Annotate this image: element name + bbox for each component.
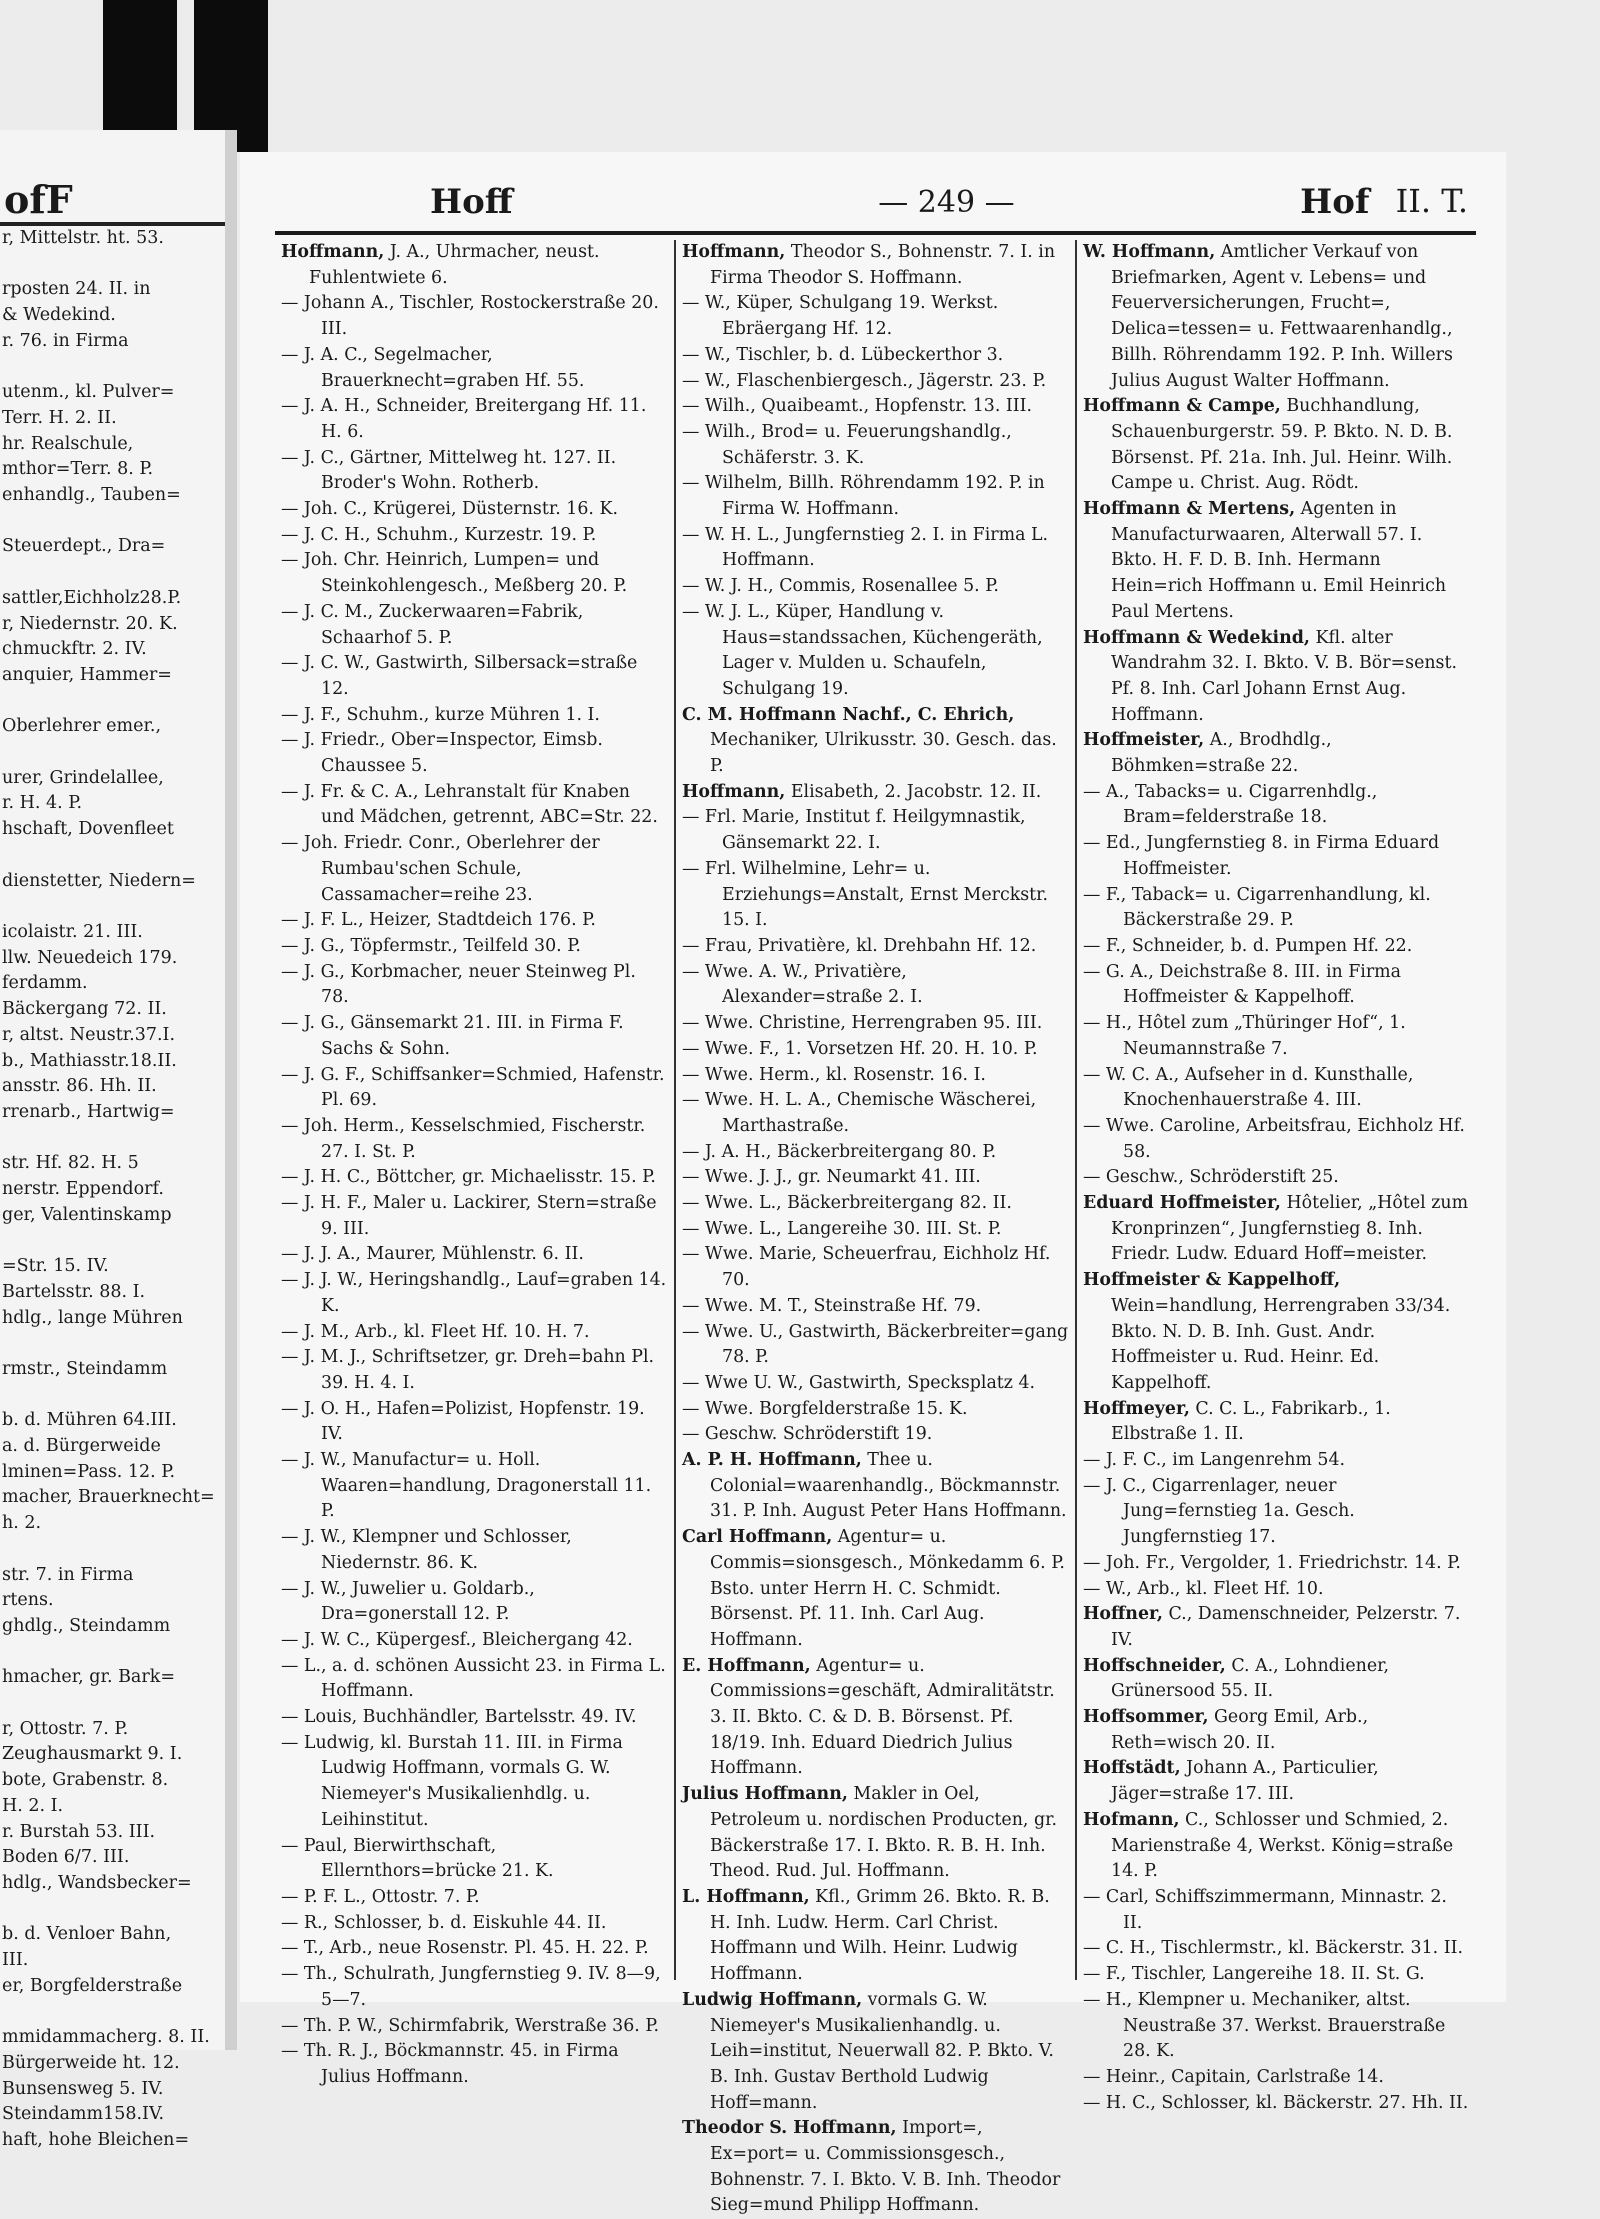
column-2 [674,240,1075,2216]
directory-entry: — Geschw. Schröderstift 19. [682,1424,933,1445]
entry-name: Hoffsommer, [1083,1707,1209,1728]
entry-name: Hoffner, [1083,1604,1163,1625]
directory-entry: E. Hoffmann, Agentur= u. Commissions=geschäft, Admiralitätstr. 3. II. Bkto. C. & D. B. Börsenst. Pf. 18/19. Inh. Eduard Diedrich Julius Hoffmann. [682,1655,1055,1779]
fragment-line: r, Niedernstr. 20. K. [2,613,178,634]
directory-entry: Hofmann, C., Schlosser und Schmied, 2. Marienstraße 4, Werkst. König=straße 14. P. [1083,1809,1454,1882]
fragment-line: Bäckergang 72. II. [2,999,167,1020]
directory-entry: Hoffmann, Elisabeth, 2. Jacobstr. 12. II. [682,781,1042,802]
fragment-line: rrenarb., Hartwig= [2,1101,175,1122]
header-left-word: Hoff [430,182,513,222]
fragment-line: Oberlehrer emer., [2,716,162,737]
directory-entry: — Wwe. F., 1. Vorsetzen Hf. 20. H. 10. P. [682,1038,1038,1059]
fragment-line [2,1897,225,1923]
directory-entry: — Wwe U. W., Gastwirth, Specksplatz 4. [682,1372,1036,1393]
fragment-line: Boden 6/7. III. [2,1847,130,1868]
directory-entry: — Wilh., Quaibeamt., Hopfenstr. 13. III. [682,396,1033,417]
column-1 [275,240,674,2087]
entry-name: Hoffstädt, [1083,1758,1181,1779]
directory-entry: — Wwe. Herm., kl. Rosenstr. 16. I. [682,1064,986,1085]
directory-entry: — J. F., Schuhm., kurze Mühren 1. I. [281,704,600,725]
entry-name: Hoffmeister, [1083,730,1205,751]
directory-entry: — Frl. Marie, Institut f. Heilgymnastik, Gänsemarkt 22. I. [682,807,1026,854]
directory-entry: — J. C. M., Zuckerwaaren=Fabrik, Schaarhof 5. P. [281,601,584,648]
fragment-line [2,355,225,381]
directory-entry: — J. M. J., Schriftsetzer, gr. Dreh=bahn Pl. 39. H. 4. I. [281,1347,655,1393]
fragment-line [2,560,225,586]
directory-entry: — W. C. A., Aufseher in d. Kunsthalle, Knochenhauerstraße 4. III. [1083,1064,1414,1111]
fragment-line: Steindamm158.IV. [2,2104,165,2125]
fragment-line [2,1537,225,1563]
fragment-line: sattler,Eichholz28.P. [2,587,182,608]
page-gutter [225,130,237,2050]
directory-entry: — J. G., Töpfermstr., Teilfeld 30. P. [281,935,581,956]
directory-entry: Hoffschneider, C. A., Lohndiener, Grünersood 55. II. [1083,1655,1390,1702]
fragment-line [2,689,225,715]
directory-entry: — Wwe. H. L. A., Chemische Wäscherei, Marthastraße. [682,1090,1037,1136]
entry-name: A. P. H. Hoffmann, [682,1450,862,1471]
fragment-line: b. d. Venloer Bahn, [2,1924,172,1945]
fragment-line: b., Mathiasstr.18.II. [2,1050,177,1071]
directory-entry: — Wilh., Brod= u. Feuerungshandlg., Schäferstr. 3. K. [682,421,1012,468]
directory-entry: — J. O. H., Hafen=Polizist, Hopfenstr. 19. IV. [281,1398,645,1445]
fragment-line: dienstetter, Niedern= [2,870,196,891]
fragment-line: rmstr., Steindamm [2,1358,168,1379]
running-header [275,180,1476,224]
entry-name: Hoffmann, [682,242,786,262]
fragment-line: lminen=Pass. 12. P. [2,1461,176,1482]
directory-entry: — F., Taback= u. Cigarrenhandlung, kl. Bäckerstraße 29. P. [1083,884,1431,931]
fragment-line: anquier, Hammer= [2,664,172,685]
directory-entry: — Johann A., Tischler, Rostockerstraße 20. III. [281,293,659,340]
fragment-line: nerstr. Eppendorf. [2,1179,164,1200]
fragment-line [2,1126,225,1152]
directory-entry: — Paul, Bierwirthschaft, Ellernthors=brücke 21. K. [281,1835,554,1882]
directory-entry: — Th., Schulrath, Jungfernstieg 9. IV. 8—9, 5—7. [281,1964,661,2010]
fragment-line [2,252,225,278]
fragment-line: macher, Brauerknecht= [2,1487,215,1508]
directory-entry: Theodor S. Hoffmann, Import=, Ex=port= u. Commissionsgesch., Bohnenstr. 7. I. Bkto. V. B. Inh. Theodor Sieg=mund Philipp Hoffmann. [682,2118,1061,2216]
directory-entry: — Wilhelm, Billh. Röhrendamm 192. P. in Firma W. Hoffmann. [682,473,1045,520]
fragment-line: utenm., kl. Pulver= [2,382,175,403]
entry-name: Hoffmann & Wedekind, [1083,627,1310,648]
directory-entry: Hoffmann & Mertens, Agenten in Manufacturwaaren, Alterwall 57. I. Bkto. H. F. D. B. Inh. Hermann Hein=rich Hoffmann u. Emil Heinrich Paul Mertens. [1083,499,1447,622]
directory-entry: Hoffmann, J. A., Uhrmacher, neust. Fuhlentwiete 6. [281,242,600,288]
directory-entry: — J. H. C., Böttcher, gr. Michaelisstr. 15. P. [281,1167,656,1188]
directory-entry: — J. C. H., Schuhm., Kurzestr. 19. P. [281,524,597,545]
directory-entry: Hoffmann, Theodor S., Bohnenstr. 7. I. in Firma Theodor S. Hoffmann. [682,242,1056,288]
fragment-line: Steuerdept., Dra= [2,536,166,557]
fragment-line: r, altst. Neustr.37.I. [2,1024,176,1045]
directory-entry: Hoffsommer, Georg Emil, Arb., Reth=wisch 20. II. [1083,1707,1369,1753]
fragment-line: Terr. H. 2. II. [2,407,117,428]
fragment-line: =Str. 15. IV. [2,1256,109,1277]
fragment-line: rtens. [2,1590,54,1611]
previous-page-fragment [0,130,228,2151]
entry-columns [275,240,1476,2216]
directory-entry: — Wwe. J. J., gr. Neumarkt 41. III. [682,1167,981,1188]
fragment-line [2,2000,225,2026]
fragment-line: bote, Grabenstr. 8. [2,1770,169,1791]
directory-entry: L. Hoffmann, Kfl., Grimm 26. Bkto. R. B. H. Inh. Ludw. Herm. Carl Christ. Hoffmann und Wilh. Heinr. Ludwig Hoffmann. [682,1887,1050,1985]
fragment-line: enhandlg., Tauben= [2,485,181,506]
directory-entry: — A., Tabacks= u. Cigarrenhdlg., Bram=felderstraße 18. [1083,781,1378,828]
entry-name: C. M. Hoffmann Nachf., C. Ehrich, [682,704,1015,725]
fragment-line: r. 76. in Firma [2,330,129,351]
directory-entry: — Th. P. W., Schirmfabrik, Werstraße 36. P. [281,2015,660,2036]
fragment-line [2,1640,225,1666]
header-rule [275,231,1476,235]
entry-name: Ludwig Hoffmann, [682,1989,863,2010]
directory-entry: — J. G. F., Schiffsanker=Schmied, Hafenstr. Pl. 69. [281,1064,665,1111]
fragment-line: mthor=Terr. 8. P. [2,459,154,480]
directory-entry: — T., Arb., neue Rosenstr. Pl. 45. H. 22. P. [281,1938,649,1959]
directory-entry: — J. F. C., im Langenrehm 54. [1083,1450,1346,1471]
fragment-line: Bartelsstr. 88. I. [2,1281,146,1302]
fragment-line: er, Borgfelderstraße [2,1975,183,1996]
directory-entry: — W. J. L., Küper, Handlung v. Haus=standssachen, Küchengeräth, Lager v. Mulden u. Schaufeln, Schulgang 19. [682,601,1043,699]
previous-page-lines [0,226,225,2154]
directory-entry: — Wwe. M. T., Steinstraße Hf. 79. [682,1295,982,1316]
fragment-line: hmacher, gr. Bark= [2,1667,175,1688]
header-right-word: Hof [1300,182,1370,222]
fragment-line: chmuckftr. 2. IV. [2,639,147,660]
binding-strip [103,0,177,136]
directory-entry: — J. C., Cigarrenlager, neuer Jung=fernstieg 1a. Gesch. Jungfernstieg 17. [1083,1475,1355,1548]
fragment-line [2,1331,225,1357]
directory-entry: — Ed., Jungfernstieg 8. in Firma Eduard Hoffmeister. [1083,833,1440,879]
directory-entry: C. M. Hoffmann Nachf., C. Ehrich, Mechaniker, Ulrikusstr. 30. Gesch. das. P. [682,704,1057,777]
fragment-line: h. 2. [2,1513,42,1534]
directory-entry: — Wwe. L., Langereihe 30. III. St. P. [682,1218,1002,1239]
entry-name: Eduard Hoffmeister, [1083,1193,1281,1214]
fragment-line: str. Hf. 82. H. 5 [2,1153,139,1174]
fragment-line: r. H. 4. P. [2,793,83,814]
fragment-line: icolaistr. 21. III. [2,921,143,942]
directory-entry: — Wwe. Christine, Herrengraben 95. III. [682,1013,1043,1034]
directory-entry: — W. J. H., Commis, Rosenallee 5. P. [682,576,999,597]
directory-entry: — Carl, Schiffszimmermann, Minnastr. 2. II. [1083,1887,1447,1933]
column-3 [1075,240,1476,2113]
directory-entry: Ludwig Hoffmann, vormals G. W. Niemeyer's Musikalienhandlg. u. Leih=institut, Neuerwall 82. P. Bkto. V. B. Inh. Gustav Berthold Ludwig Hoff=mann. [682,1989,1054,2113]
directory-entry: — J. A. H., Bäckerbreitergang 80. P. [682,1141,997,1162]
directory-entry: — Frl. Wilhelmine, Lehr= u. Erziehungs=Anstalt, Ernst Merckstr. 15. I. [682,858,1049,931]
directory-entry: — Louis, Buchhändler, Bartelsstr. 49. IV. [281,1707,637,1728]
entry-name: E. Hoffmann, [682,1655,811,1676]
directory-entry: — F., Schneider, b. d. Pumpen Hf. 22. [1083,935,1413,956]
fragment-line: str. 7. in Firma [2,1564,134,1585]
directory-entry: — J. A. H., Schneider, Breitergang Hf. 11. H. 6. [281,396,647,442]
previous-page-header: ofF [0,130,225,226]
fragment-line: haft, hohe Bleichen= [2,2130,190,2151]
directory-entry: — W., Flaschenbiergesch., Jägerstr. 23. P. [682,370,1047,391]
directory-entry: — F., Tischler, Langereihe 18. II. St. G. [1083,1964,1425,1985]
fragment-line: III. [2,1950,29,1971]
directory-entry: Hoffmann & Wedekind, Kfl. alter Wandrahm 32. I. Bkto. V. B. Bör=senst. Pf. 8. Inh. Carl Johann Ernst Aug. Hoffmann. [1083,627,1458,725]
header-part: II. T. [1395,182,1468,220]
entry-name: Hoffmeister & Kappelhoff, [1083,1270,1341,1291]
entry-name: Hoffmann & Mertens, [1083,499,1296,520]
entry-name: Hoffmeyer, [1083,1398,1190,1419]
directory-entry: — P. F. L., Ottostr. 7. P. [281,1887,480,1907]
entry-name: Julius Hoffmann, [682,1784,848,1805]
directory-entry: — J. C. W., Gastwirth, Silbersack=straße 12. [281,653,638,699]
directory-entry: — R., Schlosser, b. d. Eiskuhle 44. II. [281,1912,607,1933]
directory-entry: — Wwe. Caroline, Arbeitsfrau, Eichholz Hf. 58. [1083,1115,1465,1162]
directory-entry: — Geschw., Schröderstift 25. [1083,1167,1339,1188]
directory-entry: — J. C., Gärtner, Mittelweg ht. 127. II. Broder's Wohn. Rotherb. [281,447,617,494]
fragment-line [2,843,225,869]
directory-entry: — J. G., Korbmacher, neuer Steinweg Pl. 78. [281,961,636,1008]
fragment-line: Bunsensweg 5. IV. [2,2078,164,2099]
fragment-line [2,1228,225,1254]
directory-entry: — Th. R. J., Böckmannstr. 45. in Firma Julius Hoffmann. [281,2041,619,2087]
directory-entry: — J. A. C., Segelmacher, Brauerknecht=graben Hf. 55. [281,344,585,391]
directory-entry: — H., Klempner u. Mechaniker, altst. Neustraße 37. Werkst. Brauerstraße 28. K. [1083,1989,1446,2062]
fragment-line: Zeughausmarkt 9. I. [2,1744,183,1765]
entry-name: Hoffmann, [682,781,786,802]
directory-entry: — J. H. F., Maler u. Lackirer, Stern=straße 9. III. [281,1193,657,1239]
directory-entry: — J. G., Gänsemarkt 21. III. in Firma F. Sachs & Sohn. [281,1013,624,1059]
directory-entry: Hoffmeyer, C. C. L., Fabrikarb., 1. Elbstraße 1. II. [1083,1398,1391,1445]
directory-entry: — J. W., Juwelier u. Goldarb., Dra=gonerstall 12. P. [281,1578,535,1625]
directory-entry: — J. Fr. & C. A., Lehranstalt für Knaben und Mädchen, getrennt, ABC=Str. 22. [281,781,658,828]
entry-name: Theodor S. Hoffmann, [682,2118,897,2139]
entry-name: Carl Hoffmann, [682,1527,833,1548]
entry-name: Hoffmann & Campe, [1083,396,1281,417]
directory-entry: — J. J. A., Maurer, Mühlenstr. 6. II. [281,1244,584,1265]
directory-entry: — Joh. Chr. Heinrich, Lumpen= und Steinkohlengesch., Meßberg 20. P. [281,550,628,597]
directory-entry: — J. W. C., Küpergesf., Bleichergang 42. [281,1629,633,1650]
fragment-line: urer, Grindelallee, [2,767,164,788]
directory-entry: — J. W., Klempner und Schlosser, Niedernstr. 86. K. [281,1527,572,1573]
fragment-line: & Wedekind. [2,305,116,326]
fragment-line: ansstr. 86. Hh. II. [2,1076,157,1097]
entry-name: W. Hoffmann, [1083,242,1216,262]
directory-entry: W. Hoffmann, Amtlicher Verkauf von Briefmarken, Agent v. Lebens= und Feuerversicherungen, Frucht=, Delica=tessen= u. Fettwaarenhandlg., Billh. Röhrendamm 192. P. Inh. Willers Julius August Walter Hoffmann. [1083,242,1453,391]
directory-entry: — G. A., Deichstraße 8. III. in Firma Hoffmeister & Kappelhoff. [1083,961,1402,1008]
directory-page [240,152,1506,2216]
page-number: — 249 — [878,184,1015,220]
fragment-line: ger, Valentinskamp [2,1204,172,1225]
directory-entry: — C. H., Tischlermstr., kl. Bäckerstr. 31. II. [1083,1938,1464,1959]
directory-entry: — Heinr., Capitain, Carlstraße 14. [1083,2066,1384,2087]
entry-name: Hoffmann, [281,242,385,262]
directory-entry: — Joh. C., Krügerei, Düsternstr. 16. K. [281,499,618,520]
fragment-line [2,740,225,766]
directory-entry: — J. W., Manufactur= u. Holl. Waaren=handlung, Dragonerstall 11. P. [281,1450,652,1522]
directory-entry: — W., Tischler, b. d. Lübeckerthor 3. [682,344,1004,365]
directory-entry: Carl Hoffmann, Agentur= u. Commis=sionsgesch., Mönkedamm 6. P. Bsto. unter Herrn H. C. Schmidt. Börsenst. Pf. 11. Inh. Carl Aug. Hoffmann. [682,1527,1065,1650]
fragment-line: H. 2. I. [2,1795,64,1816]
directory-entry: — Ludwig, kl. Burstah 11. III. in Firma Ludwig Hoffmann, vormals G. W. Niemeyer's Musikalienhdlg. u. Leihinstitut. [281,1732,623,1830]
directory-entry: Hoffstädt, Johann A., Particulier, Jäger=straße 17. III. [1083,1758,1379,1805]
directory-entry: Hoffmeister, A., Brodhdlg., Böhmken=straße 22. [1083,730,1332,777]
fragment-line: r, Ottostr. 7. P. [2,1718,129,1739]
entry-name: L. Hoffmann, [682,1887,810,1907]
fragment-line [2,509,225,535]
directory-entry: — H. C., Schlosser, kl. Bäckerstr. 27. Hh. II. [1083,2092,1469,2113]
directory-entry: — J. J. W., Heringshandlg., Lauf=graben 14. K. [281,1270,667,1316]
fragment-line: ferdamm. [2,973,88,994]
fragment-line: r. Burstah 53. III. [2,1821,156,1842]
directory-entry: — W., Arb., kl. Fleet Hf. 10. [1083,1578,1324,1599]
directory-entry: — J. M., Arb., kl. Fleet Hf. 10. H. 7. [281,1321,590,1342]
header-right [1300,182,1476,222]
directory-entry: — Wwe. A. W., Privatière, Alexander=straße 2. I. [682,961,923,1008]
fragment-line: b. d. Mühren 64.III. [2,1410,177,1431]
directory-entry: — Wwe. Marie, Scheuerfrau, Eichholz Hf. 70. [682,1244,1051,1291]
fragment-line: hdlg., Wandsbecker= [2,1873,192,1893]
directory-entry: Julius Hoffmann, Makler in Oel, Petroleum u. nordischen Producten, gr. Bäckerstraße 17. I. Bkto. R. B. H. Inh. Theod. Rud. Jul. Hoffmann. [682,1784,1058,1882]
directory-entry: — J. F. L., Heizer, Stadtdeich 176. P. [281,910,596,931]
fragment-line: Bürgerweide ht. 12. [2,2052,180,2073]
directory-entry: — L., a. d. schönen Aussicht 23. in Firma L. Hoffmann. [281,1655,666,1702]
fragment-line: mmidammacherg. 8. II. [2,2027,210,2048]
directory-entry: — Wwe. U., Gastwirth, Bäckerbreiter=gang 78. P. [682,1321,1069,1368]
fragment-line: a. d. Bürgerweide [2,1436,161,1457]
directory-entry: — Wwe. L., Bäckerbreitergang 82. II. [682,1193,1012,1214]
directory-entry: — Joh. Fr., Vergolder, 1. Friedrichstr. 14. P. [1083,1552,1461,1573]
fragment-line: ghdlg., Steindamm [2,1615,171,1636]
directory-entry: — W. H. L., Jungfernstieg 2. I. in Firma L. Hoffmann. [682,524,1049,571]
directory-entry: Hoffmann & Campe, Buchhandlung, Schauenburgerstr. 59. P. Bkto. N. D. B. Börsenst. Pf. 21a. Inh. Jul. Heinr. Wilh. Campe u. Christ. Aug. Rödt. [1083,396,1453,494]
directory-entry: — W., Küper, Schulgang 19. Werkst. Ebräergang Hf. 12. [682,293,999,340]
directory-entry: — Wwe. Borgfelderstraße 15. K. [682,1398,968,1419]
directory-entry: Hoffmeister & Kappelhoff, Wein=handlung, Herrengraben 33/34. Bkto. N. D. B. Inh. Gust. Andr. Hoffmeister u. Rud. Heinr. Ed. Kappelhoff. [1083,1270,1451,1393]
directory-entry: — Joh. Herm., Kesselschmied, Fischerstr. 27. I. St. P. [281,1115,646,1162]
fragment-line [2,1383,225,1409]
directory-entry: — H., Hôtel zum „Thüringer Hof“, 1. Neumannstraße 7. [1083,1013,1406,1059]
entry-name: Hofmann, [1083,1809,1180,1830]
fragment-line [2,894,225,920]
directory-entry: Hoffner, C., Damenschneider, Pelzerstr. 7. IV. [1083,1604,1461,1650]
directory-entry: — Joh. Friedr. Conr., Oberlehrer der Rumbau'schen Schule, Cassamacher=reihe 23. [281,833,600,905]
fragment-line [2,1691,225,1717]
directory-entry: — Frau, Privatière, kl. Drehbahn Hf. 12. [682,935,1037,956]
fragment-line: hschaft, Dovenfleet [2,819,174,840]
directory-entry: A. P. H. Hoffmann, Thee u. Colonial=waarenhandlg., Böckmannstr. 31. P. Inh. August Peter Hans Hoffmann. [682,1450,1067,1522]
fragment-line: rposten 24. II. in [2,279,151,300]
entry-name: Hoffschneider, [1083,1655,1226,1676]
directory-entry: Eduard Hoffmeister, Hôtelier, „Hôtel zum Kronprinzen“, Jungfernstieg 8. Inh. Friedr. Ludw. Eduard Hoff=meister. [1083,1193,1469,1265]
directory-entry: — J. Friedr., Ober=Inspector, Eimsb. Chaussee 5. [281,730,603,777]
fragment-line: hr. Realschule, [2,433,134,454]
fragment-line: llw. Neuedeich 179. [2,947,178,968]
fragment-line: r, Mittelstr. ht. 53. [2,228,164,248]
fragment-line: hdlg., lange Mühren [2,1307,183,1328]
